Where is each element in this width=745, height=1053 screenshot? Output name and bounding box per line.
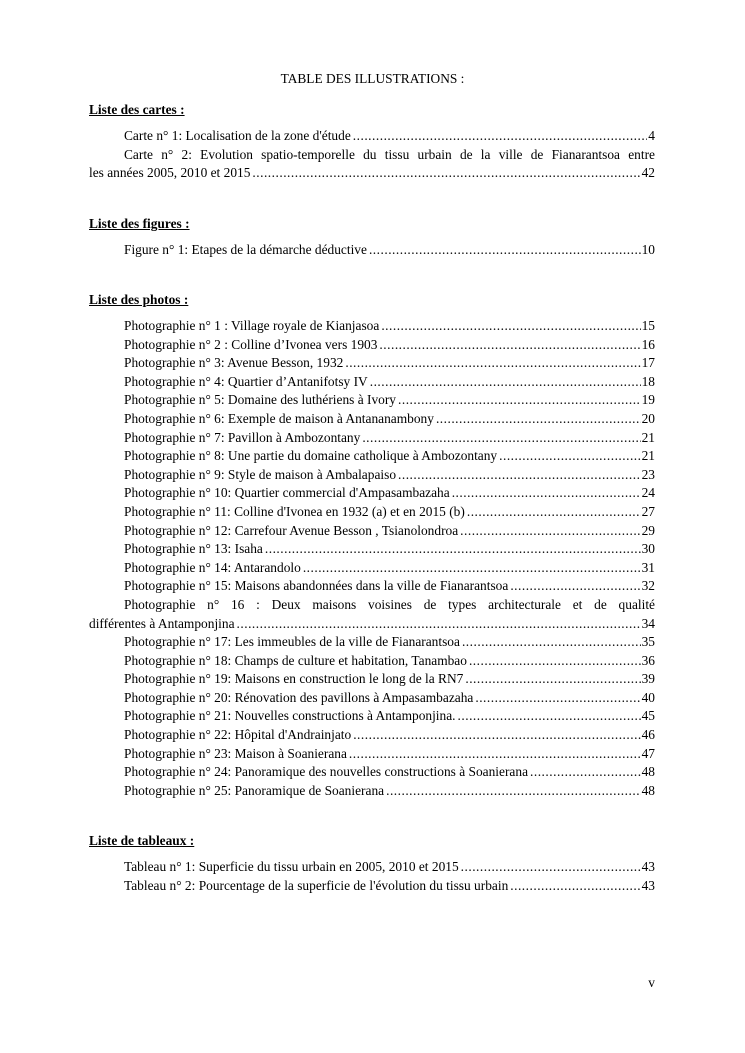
dot-leader bbox=[265, 540, 641, 559]
toc-entry[interactable] bbox=[89, 336, 655, 355]
entry-label: Photographie n° 18: Champs de culture et habitation, Tanambao bbox=[124, 652, 467, 668]
entry-label: Photographie n° 13: Isaha bbox=[124, 541, 263, 557]
dot-leader bbox=[237, 615, 641, 634]
entry-page: 18 bbox=[641, 373, 655, 389]
toc-entry[interactable] bbox=[89, 763, 655, 782]
toc-entry[interactable] bbox=[89, 447, 655, 466]
dot-leader bbox=[398, 391, 641, 410]
page-number: v bbox=[648, 975, 655, 990]
dot-leader bbox=[369, 241, 641, 260]
entry-label: Photographie n° 19: Maisons en construction le long de la RN7 bbox=[124, 671, 464, 687]
dot-leader bbox=[510, 577, 640, 596]
toc-entry[interactable] bbox=[89, 410, 655, 429]
section-figures bbox=[89, 214, 655, 260]
toc-entry[interactable] bbox=[89, 652, 655, 671]
entry-label: Photographie n° 9: Style de maison à Ambalapaiso bbox=[124, 466, 397, 482]
toc-entry[interactable] bbox=[89, 726, 655, 745]
entry-label-line1: Photographie n° 16 : Deux maisons voisines de types architecturale et de qualité bbox=[124, 596, 655, 612]
dot-leader bbox=[345, 354, 640, 373]
dot-leader bbox=[499, 447, 640, 466]
dot-leader bbox=[370, 373, 641, 392]
toc-entry[interactable] bbox=[89, 127, 655, 146]
entry-label: Photographie n° 21: Nouvelles constructions à Antamponjina. bbox=[124, 708, 456, 724]
dot-leader bbox=[475, 689, 640, 708]
dot-leader bbox=[469, 652, 641, 671]
entry-label: Photographie n° 22: Hôpital d'Andrainjato bbox=[124, 727, 352, 743]
toc-entry[interactable] bbox=[89, 877, 655, 896]
entry-label: Photographie n° 1 : Village royale de Kianjasoa bbox=[124, 318, 380, 333]
toc-entry[interactable] bbox=[89, 745, 655, 764]
toc-entry[interactable] bbox=[89, 707, 655, 726]
entry-label: Tableau n° 1: Superficie du tissu urbain en 2005, 2010 et 2015 bbox=[124, 859, 459, 874]
entry-label: Photographie n° 12: Carrefour Avenue Besson , Tsianolondroa bbox=[124, 522, 459, 538]
toc-entry[interactable] bbox=[89, 466, 655, 485]
entry-page: 31 bbox=[641, 559, 655, 575]
entry-page: 32 bbox=[641, 578, 655, 594]
toc-entry[interactable] bbox=[89, 354, 655, 373]
toc-entry[interactable] bbox=[89, 577, 655, 596]
section-heading-tableaux: Liste de tableaux : bbox=[89, 833, 195, 848]
dot-leader bbox=[252, 164, 640, 183]
dot-leader bbox=[467, 503, 641, 522]
dot-leader bbox=[349, 745, 641, 764]
section-heading-cartes: Liste des cartes : bbox=[89, 102, 185, 117]
dot-leader bbox=[353, 127, 648, 146]
entry-page: 10 bbox=[641, 242, 655, 257]
entry-page: 35 bbox=[641, 634, 655, 650]
dot-leader bbox=[353, 726, 640, 745]
entry-page: 19 bbox=[641, 392, 655, 408]
entry-page: 17 bbox=[641, 355, 655, 371]
entry-label: Photographie n° 4: Quartier d’Antanifotsy IV bbox=[124, 373, 368, 389]
section-heading-photos: Liste des photos : bbox=[89, 292, 189, 307]
toc-entry[interactable] bbox=[89, 373, 655, 392]
dot-leader bbox=[386, 782, 641, 801]
toc-entry[interactable] bbox=[89, 429, 655, 448]
entry-page: 21 bbox=[641, 429, 655, 445]
toc-entry[interactable] bbox=[89, 317, 655, 336]
entry-label-line1: Carte n° 2: Evolution spatio-temporelle du tissu urbain de la ville de Fianarantsoa entre bbox=[124, 146, 655, 162]
entry-label: Photographie n° 24: Panoramique des nouvelles constructions à Soanierana bbox=[124, 764, 529, 780]
entry-label: Photographie n° 6: Exemple de maison à Antananambony bbox=[124, 410, 434, 426]
dot-leader bbox=[381, 317, 640, 336]
entry-page: 42 bbox=[641, 165, 655, 181]
section-tableaux bbox=[89, 831, 655, 895]
entry-page: 20 bbox=[641, 410, 655, 426]
dot-leader bbox=[436, 410, 641, 429]
dot-leader bbox=[398, 466, 641, 485]
toc-entry[interactable] bbox=[89, 782, 655, 801]
entry-page: 43 bbox=[641, 859, 655, 874]
dot-leader bbox=[462, 633, 641, 652]
entry-page: 48 bbox=[641, 764, 655, 780]
entry-page: 40 bbox=[641, 689, 655, 705]
toc-entry[interactable] bbox=[89, 689, 655, 708]
entry-page: 23 bbox=[641, 466, 655, 482]
entry-label: Photographie n° 2 : Colline d’Ivonea vers 1903 bbox=[124, 336, 378, 352]
dot-leader bbox=[461, 858, 641, 877]
page-title: TABLE DES ILLUSTRATIONS : bbox=[280, 71, 465, 86]
entry-page: 15 bbox=[641, 318, 655, 333]
entry-label: Photographie n° 5: Domaine des luthériens à Ivory bbox=[124, 392, 396, 408]
toc-entry[interactable] bbox=[89, 503, 655, 522]
entry-label: Photographie n° 25: Panoramique de Soanierana bbox=[124, 782, 385, 798]
toc-entry[interactable] bbox=[89, 670, 655, 689]
entry-label: Carte n° 1: Localisation de la zone d'étude bbox=[124, 128, 351, 143]
toc-entry[interactable] bbox=[89, 241, 655, 260]
toc-entry[interactable] bbox=[89, 522, 655, 541]
entry-page: 36 bbox=[641, 652, 655, 668]
toc-entry[interactable] bbox=[89, 484, 655, 503]
entry-label: Photographie n° 7: Pavillon à Ambozontany bbox=[124, 429, 361, 445]
entry-label: Photographie n° 3: Avenue Besson, 1932 bbox=[124, 355, 344, 371]
entry-label-line2: différentes à Antamponjina bbox=[89, 615, 235, 631]
entry-label: Photographie n° 17: Les immeubles de la ville de Fianarantsoa bbox=[124, 634, 460, 650]
entry-page: 16 bbox=[641, 336, 655, 352]
toc-entry[interactable] bbox=[89, 146, 655, 183]
entry-page: 4 bbox=[648, 128, 655, 143]
entry-label: Photographie n° 20: Rénovation des pavillons à Ampasambazaha bbox=[124, 689, 474, 705]
toc-entry[interactable] bbox=[89, 559, 655, 578]
entry-label: Figure n° 1: Etapes de la démarche déductive bbox=[124, 242, 367, 257]
entry-page: 24 bbox=[641, 485, 655, 501]
entry-label: Photographie n° 15: Maisons abandonnées dans la ville de Fianarantsoa bbox=[124, 578, 509, 594]
entry-page: 29 bbox=[641, 522, 655, 538]
entry-page: 46 bbox=[641, 727, 655, 743]
entry-page: 27 bbox=[641, 503, 655, 519]
section-heading-figures: Liste des figures : bbox=[89, 216, 190, 231]
entry-page: 47 bbox=[641, 745, 655, 761]
entry-label: Photographie n° 14: Antarandolo bbox=[124, 559, 301, 575]
section-cartes bbox=[89, 100, 655, 183]
entry-page: 39 bbox=[641, 671, 655, 687]
entry-page: 45 bbox=[641, 708, 655, 724]
dot-leader bbox=[379, 336, 640, 355]
entry-page: 30 bbox=[641, 541, 655, 557]
entry-page: 43 bbox=[641, 877, 655, 893]
dot-leader bbox=[465, 670, 640, 689]
section-photos bbox=[89, 290, 655, 800]
photo-list bbox=[89, 317, 655, 800]
entry-label: Photographie n° 23: Maison à Soanierana bbox=[124, 745, 347, 761]
entry-label: Photographie n° 10: Quartier commercial d'Ampasambazaha bbox=[124, 485, 450, 501]
entry-page: 21 bbox=[641, 448, 655, 464]
entry-label: Photographie n° 11: Colline d'Ivonea en 1932 (a) et en 2015 (b) bbox=[124, 503, 465, 519]
dot-leader bbox=[452, 484, 641, 503]
toc-entry[interactable] bbox=[89, 633, 655, 652]
dot-leader bbox=[458, 707, 641, 726]
dot-leader bbox=[510, 877, 640, 896]
entry-label: Photographie n° 8: Une partie du domaine catholique à Ambozontany bbox=[124, 448, 498, 464]
toc-entry[interactable] bbox=[89, 540, 655, 559]
toc-entry[interactable] bbox=[89, 858, 655, 877]
dot-leader bbox=[530, 763, 641, 782]
entry-page: 48 bbox=[641, 782, 655, 798]
dot-leader bbox=[303, 559, 641, 578]
dot-leader bbox=[362, 429, 640, 448]
entry-page: 34 bbox=[641, 615, 655, 631]
toc-entry[interactable] bbox=[89, 596, 655, 633]
entry-label: Tableau n° 2: Pourcentage de la superficie de l'évolution du tissu urbain bbox=[124, 877, 509, 893]
dot-leader bbox=[460, 522, 640, 541]
entry-label-line2: les années 2005, 2010 et 2015 bbox=[89, 165, 251, 181]
toc-entry[interactable] bbox=[89, 391, 655, 410]
